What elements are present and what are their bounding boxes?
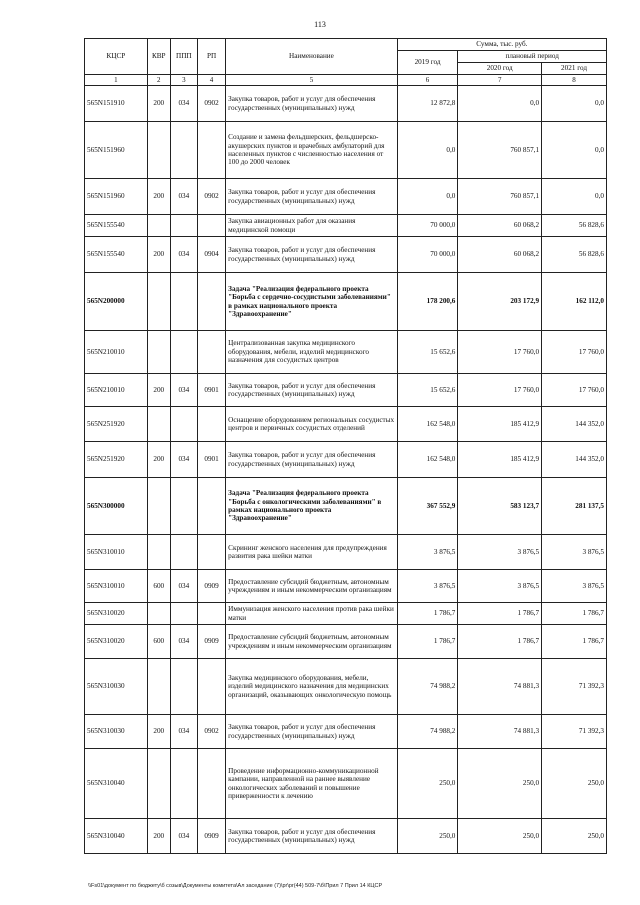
table-row (85, 374, 607, 407)
cell-ppp (170, 603, 197, 625)
table-row (85, 570, 607, 603)
table-row (85, 659, 607, 715)
table-row (85, 237, 607, 273)
cell-kvr: 600 (147, 625, 170, 659)
cell-name: Закупка товаров, работ и услуг для обеспечения государственных (муниципальных) нужд (226, 442, 398, 478)
cell-2021: 56 828,6 (542, 237, 607, 273)
header-name: Наименование (226, 39, 398, 75)
table-row (85, 86, 607, 122)
column-number-row (85, 75, 607, 86)
cell-ppp (170, 535, 197, 570)
cell-ppp (170, 215, 197, 237)
cell-rp: 0909 (197, 819, 225, 854)
cell-kvr: 200 (147, 179, 170, 215)
cell-2020: 203 172,9 (458, 273, 542, 331)
cell-2019: 178 200,6 (397, 273, 458, 331)
cell-name: Закупка товаров, работ и услуг для обеспечения государственных (муниципальных) нужд (226, 86, 398, 122)
header-plan-period: плановый период (458, 51, 607, 63)
cell-kcsr: 565N310040 (85, 749, 148, 819)
cell-2021: 250,0 (542, 749, 607, 819)
cell-ppp: 034 (170, 374, 197, 407)
cell-name: Закупка товаров, работ и услуг для обеспечения государственных (муниципальных) нужд (226, 819, 398, 854)
cell-2020: 60 068,2 (458, 215, 542, 237)
cell-name: Создание и замена фельдшерских, фельдшерско-акушерских пунктов и врачебных амбулаторий для населенных пунктов с численностью населения от 100 до 2000 человек (226, 122, 398, 179)
cell-name: Закупка товаров, работ и услуг для обеспечения государственных (муниципальных) нужд (226, 715, 398, 749)
cell-2019: 3 876,5 (397, 535, 458, 570)
table-row (85, 331, 607, 374)
cell-2020: 17 760,0 (458, 331, 542, 374)
cell-kvr (147, 407, 170, 442)
cell-2019: 1 786,7 (397, 625, 458, 659)
cell-name: Иммунизация женского населения против рака шейки матки (226, 603, 398, 625)
table-row (85, 715, 607, 749)
cell-name: Закупка авиационных работ для оказания медицинской помощи (226, 215, 398, 237)
cell-2020: 250,0 (458, 819, 542, 854)
table-row (85, 819, 607, 854)
cell-2021: 144 352,0 (542, 442, 607, 478)
table-row (85, 535, 607, 570)
cell-2019: 15 652,6 (397, 374, 458, 407)
cell-name: Скрининг женского населения для предупреждения развития рака шейки матки (226, 535, 398, 570)
footer-path: \\Fs01\документ по бюджету\б созыв\Документы комитета\Ал заседание (7)\pr\pr(44) 509-7\б\Прил 7 Прил 14 КЦСР (88, 883, 383, 889)
cell-2019: 162 548,0 (397, 442, 458, 478)
cell-kcsr: 565N151910 (85, 86, 148, 122)
cell-ppp: 034 (170, 625, 197, 659)
header-ppp: ППП (170, 39, 197, 75)
cell-rp: 0904 (197, 237, 225, 273)
cell-2021: 56 828,6 (542, 215, 607, 237)
cell-kvr (147, 331, 170, 374)
header-rp: РП (197, 39, 225, 75)
cell-2020: 74 881,3 (458, 715, 542, 749)
cell-2020: 60 068,2 (458, 237, 542, 273)
cell-rp (197, 273, 225, 331)
cell-kvr (147, 659, 170, 715)
column-number: 8 (542, 75, 607, 86)
cell-name: Закупка медицинского оборудования, мебели, изделий медицинского назначения для медицинских организаций, оказывающих онкологическую помощь (226, 659, 398, 715)
header-sum: Сумма, тыс. руб. (397, 39, 606, 51)
cell-2020: 3 876,5 (458, 535, 542, 570)
cell-ppp (170, 407, 197, 442)
cell-2020: 1 786,7 (458, 603, 542, 625)
cell-2019: 70 000,0 (397, 237, 458, 273)
cell-rp (197, 535, 225, 570)
cell-2021: 3 876,5 (542, 570, 607, 603)
cell-2021: 0,0 (542, 122, 607, 179)
cell-rp (197, 749, 225, 819)
cell-kcsr: 565N251920 (85, 407, 148, 442)
cell-2021: 281 137,5 (542, 478, 607, 535)
cell-rp: 0909 (197, 625, 225, 659)
cell-name: Закупка товаров, работ и услуг для обеспечения государственных (муниципальных) нужд (226, 179, 398, 215)
cell-ppp: 034 (170, 715, 197, 749)
cell-2019: 74 988,2 (397, 715, 458, 749)
cell-2019: 70 000,0 (397, 215, 458, 237)
header-2019: 2019 год (397, 51, 458, 75)
cell-kcsr: 565N310010 (85, 570, 148, 603)
cell-2021: 1 786,7 (542, 603, 607, 625)
cell-kcsr: 565N251920 (85, 442, 148, 478)
cell-2020: 1 786,7 (458, 625, 542, 659)
cell-2020: 250,0 (458, 749, 542, 819)
cell-kvr (147, 749, 170, 819)
cell-kvr (147, 603, 170, 625)
cell-ppp: 034 (170, 86, 197, 122)
cell-2021: 250,0 (542, 819, 607, 854)
cell-ppp: 034 (170, 237, 197, 273)
cell-name: Оснащение оборудованием региональных сосудистых центров и первичных сосудистых отделений (226, 407, 398, 442)
cell-2020: 17 760,0 (458, 374, 542, 407)
column-number: 2 (147, 75, 170, 86)
column-number: 6 (397, 75, 458, 86)
cell-rp (197, 478, 225, 535)
table-row (85, 442, 607, 478)
table-body (85, 86, 607, 854)
cell-name: Задача "Реализация федерального проекта "Борьба с онкологическими заболеваниями" в рамках национального проекта "Здравоохранение" (226, 478, 398, 535)
cell-name: Закупка товаров, работ и услуг для обеспечения государственных (муниципальных) нужд (226, 374, 398, 407)
cell-2021: 71 392,3 (542, 659, 607, 715)
cell-kcsr: 565N310020 (85, 603, 148, 625)
cell-name: Задача "Реализация федерального проекта "Борьба с сердечно-сосудистыми заболеваниями" в рамках национального проекта "Здравоохранение" (226, 273, 398, 331)
cell-ppp (170, 122, 197, 179)
cell-2021: 144 352,0 (542, 407, 607, 442)
cell-2021: 71 392,3 (542, 715, 607, 749)
cell-kvr: 200 (147, 86, 170, 122)
cell-kcsr: 565N310030 (85, 715, 148, 749)
cell-kvr (147, 215, 170, 237)
cell-2020: 583 123,7 (458, 478, 542, 535)
header-2021: 2021 год (542, 63, 607, 75)
table-row (85, 625, 607, 659)
cell-name: Предоставление субсидий бюджетным, автономным учреждениям и иным некоммерческим организациям (226, 570, 398, 603)
cell-kvr (147, 122, 170, 179)
cell-kvr: 200 (147, 237, 170, 273)
table-row (85, 122, 607, 179)
cell-2020: 0,0 (458, 86, 542, 122)
cell-rp: 0902 (197, 715, 225, 749)
cell-ppp (170, 273, 197, 331)
cell-ppp: 034 (170, 819, 197, 854)
cell-2019: 250,0 (397, 819, 458, 854)
cell-2019: 3 876,5 (397, 570, 458, 603)
cell-2019: 0,0 (397, 122, 458, 179)
cell-kcsr: 565N200000 (85, 273, 148, 331)
cell-kcsr: 565N310040 (85, 819, 148, 854)
cell-name: Предоставление субсидий бюджетным, автономным учреждениям и иным некоммерческим организациям (226, 625, 398, 659)
cell-2021: 162 112,0 (542, 273, 607, 331)
table-row (85, 407, 607, 442)
table-row (85, 749, 607, 819)
cell-kcsr: 565N300000 (85, 478, 148, 535)
cell-2019: 1 786,7 (397, 603, 458, 625)
table-row (85, 215, 607, 237)
cell-2019: 0,0 (397, 179, 458, 215)
cell-rp (197, 215, 225, 237)
cell-ppp: 034 (170, 570, 197, 603)
cell-rp (197, 603, 225, 625)
cell-rp: 0909 (197, 570, 225, 603)
cell-ppp: 034 (170, 179, 197, 215)
column-number: 4 (197, 75, 225, 86)
column-number: 1 (85, 75, 148, 86)
cell-kcsr: 565N310030 (85, 659, 148, 715)
cell-rp (197, 331, 225, 374)
budget-table (84, 38, 607, 854)
cell-name: Проведение информационно-коммуникационной кампании, направленной на раннее выявление онкологических заболеваний и повышение приверженности к лечению (226, 749, 398, 819)
cell-2019: 12 872,8 (397, 86, 458, 122)
cell-2021: 0,0 (542, 86, 607, 122)
cell-2021: 17 760,0 (542, 374, 607, 407)
cell-2020: 760 857,1 (458, 122, 542, 179)
page-number: 113 (314, 20, 326, 29)
cell-kvr: 200 (147, 374, 170, 407)
cell-kcsr: 565N155540 (85, 215, 148, 237)
cell-rp: 0902 (197, 86, 225, 122)
cell-2019: 162 548,0 (397, 407, 458, 442)
cell-ppp (170, 749, 197, 819)
cell-2019: 74 988,2 (397, 659, 458, 715)
cell-2020: 185 412,9 (458, 407, 542, 442)
cell-kvr: 200 (147, 819, 170, 854)
cell-kvr (147, 273, 170, 331)
cell-2021: 1 786,7 (542, 625, 607, 659)
cell-2021: 3 876,5 (542, 535, 607, 570)
cell-rp (197, 659, 225, 715)
column-number: 5 (226, 75, 398, 86)
cell-2021: 0,0 (542, 179, 607, 215)
column-number: 3 (170, 75, 197, 86)
cell-kcsr: 565N210010 (85, 331, 148, 374)
cell-kvr: 200 (147, 442, 170, 478)
header-kvr: КВР (147, 39, 170, 75)
header-kcsr: КЦСР (85, 39, 148, 75)
cell-kvr: 600 (147, 570, 170, 603)
cell-kcsr: 565N155540 (85, 237, 148, 273)
table-row (85, 179, 607, 215)
cell-ppp (170, 478, 197, 535)
cell-kcsr: 565N151960 (85, 122, 148, 179)
cell-2020: 74 881,3 (458, 659, 542, 715)
cell-kcsr: 565N310020 (85, 625, 148, 659)
cell-rp: 0901 (197, 374, 225, 407)
cell-rp: 0902 (197, 179, 225, 215)
table-row (85, 273, 607, 331)
cell-rp (197, 407, 225, 442)
cell-rp: 0901 (197, 442, 225, 478)
table-row (85, 478, 607, 535)
cell-2020: 185 412,9 (458, 442, 542, 478)
cell-2020: 760 857,1 (458, 179, 542, 215)
cell-ppp: 034 (170, 442, 197, 478)
cell-kvr (147, 535, 170, 570)
cell-kvr (147, 478, 170, 535)
column-number: 7 (458, 75, 542, 86)
cell-ppp (170, 659, 197, 715)
cell-kcsr: 565N310010 (85, 535, 148, 570)
cell-ppp (170, 331, 197, 374)
cell-kcsr: 565N210010 (85, 374, 148, 407)
cell-2019: 15 652,6 (397, 331, 458, 374)
cell-2020: 3 876,5 (458, 570, 542, 603)
cell-kvr: 200 (147, 715, 170, 749)
cell-rp (197, 122, 225, 179)
cell-name: Закупка товаров, работ и услуг для обеспечения государственных (муниципальных) нужд (226, 237, 398, 273)
cell-2021: 17 760,0 (542, 331, 607, 374)
cell-kcsr: 565N151960 (85, 179, 148, 215)
table-row (85, 603, 607, 625)
cell-2019: 367 552,9 (397, 478, 458, 535)
cell-2019: 250,0 (397, 749, 458, 819)
cell-name: Централизованная закупка медицинского оборудования, мебели, изделий медицинского назначения для сосудистых центров (226, 331, 398, 374)
header-2020: 2020 год (458, 63, 542, 75)
